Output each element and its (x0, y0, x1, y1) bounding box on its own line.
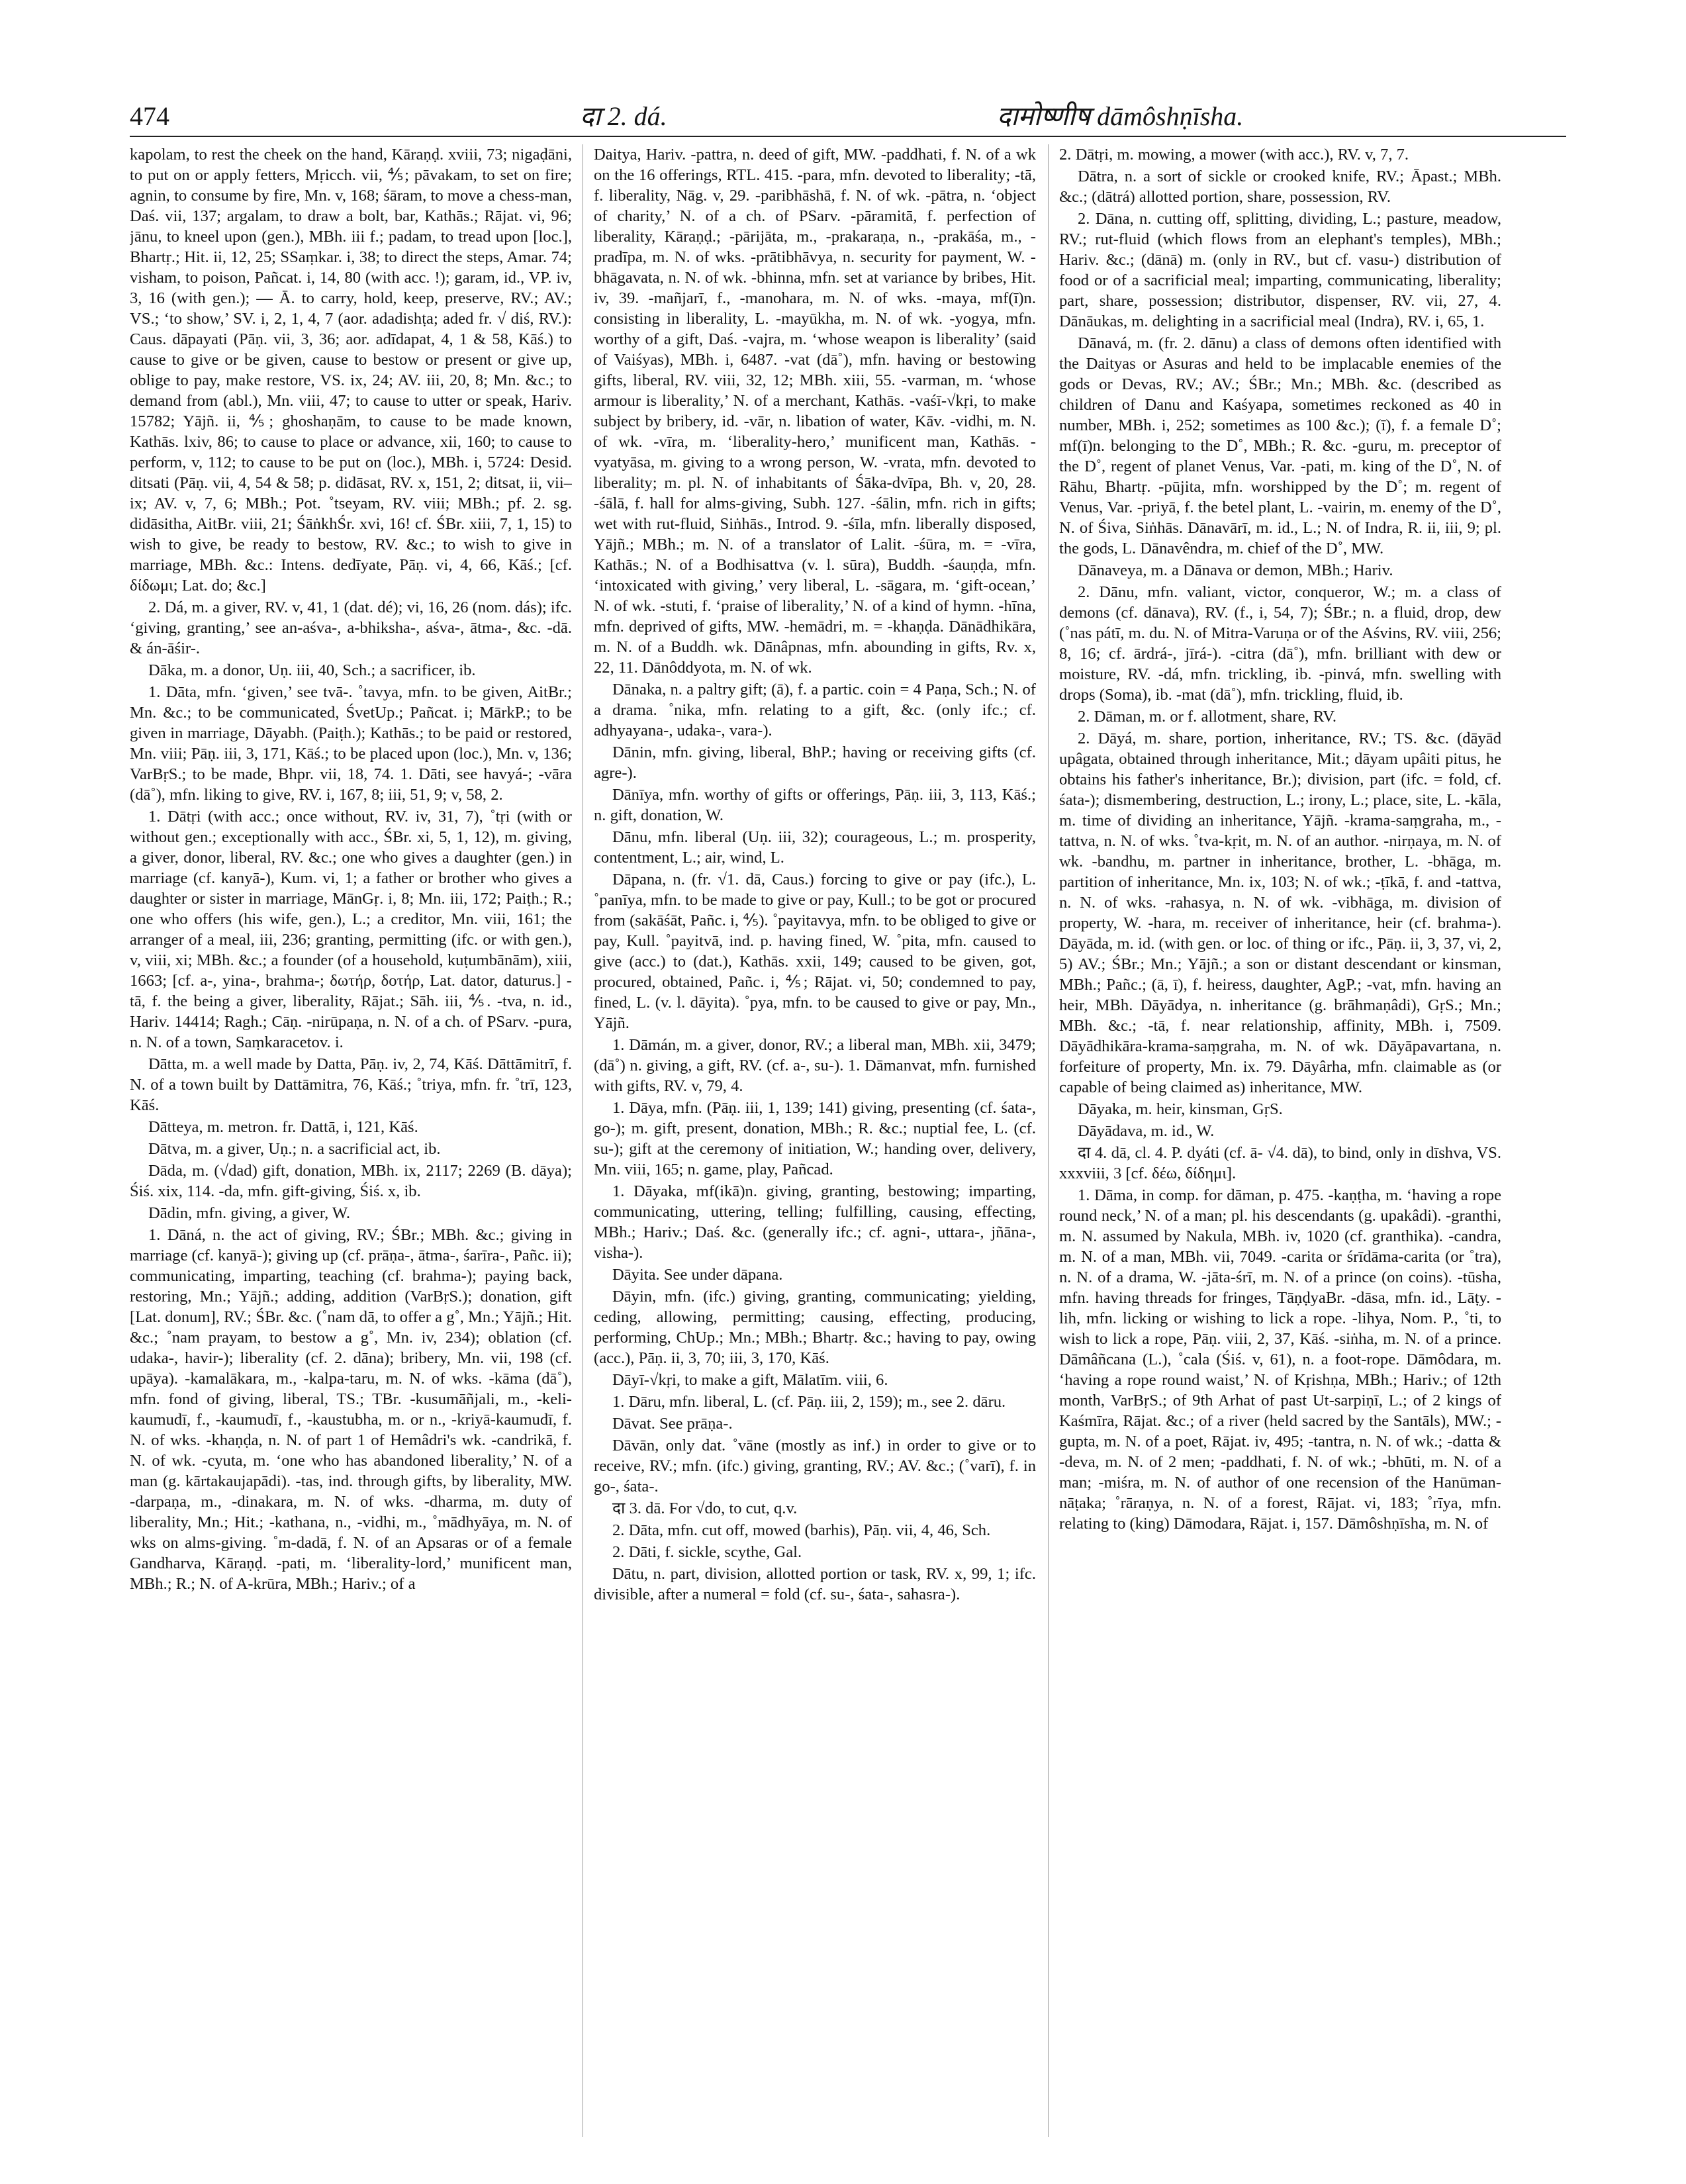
dictionary-entry: Dātra, n. a sort of sickle or crooked knife, RV.; Āpast.; MBh. &c.; (dātrá) allotted portion, share, possession, RV. (1059, 167, 1501, 206)
dictionary-entry: Dānaveya, m. a Dānava or demon, MBh.; Hariv. (1078, 561, 1393, 579)
dictionary-entry: 1. Dāma, in comp. for dāman, p. 475. -kaṇṭha, m. ‘having a rope round neck,’ N. of a man; pl. his descendants (g. upakâdi). -granthi, m. N. assumed by Nakula, MBh. iv, 1020 (cf. granthika). -candra, m. N. of a man, MBh. vii, 7049. -carita or śrīdāma-carita (or ˚tra), n. N. of a drama, W. -jāta-śrī, m. N. of a prince (on coins). -tūsha, mfn. having threads for fringes, TāṇḍyaBr. -dāsa, mfn. id., Lāṭy. -lih, mfn. licking or wishing to lick a rope. -lihya, Nom. P., ˚ti, to wish to lick a rope, Pāṇ. viii, 2, 37, Kāś. -siṅha, m. N. of a prince. Dāmâñcana (L.), ˚cala (Śiś. v, 61), n. a foot-rope. Dāmôdara, m. ‘having a rope round waist,’ N. of Kṛishṇa, MBh.; Hariv.; of 12th month, VarBṛS.; of 9th Arhat of past Ut-sarpiṇī, L.; of 2 kings of Kaśmīra, Rājat. &c.; of a river (held sacred by the Santāls), MW.; -gupta, m. N. of a poet, Rājat. iv, 495; -tantra, n. N. of wk.; -datta & -deva, m. N. of 2 men; -paddhati, f. N. of wk.; -bhūti, m. N. of a man; -miśra, m. N. of author of one recension of the Hanūman-nāṭaka; ˚rāraṇya, n. N. of a forest, Rājat. vi, 183; ˚rīya, mfn. relating to (king) Dāmodara, Rājat. i, 157. Dāmôshṇīsha, m. N. of (1059, 1186, 1501, 1533)
dictionary-entry: 2. Dātṛi, m. mowing, a mower (with acc.), RV. v, 7, 7. (1059, 146, 1409, 164)
dictionary-entry: 1. Dāmán, m. a giver, donor, RV.; a liberal man, MBh. xii, 3479; (dā˚) n. giving, a gift, RV. (cf. a-, su-). 1. Dāmanvat, mfn. furnished with gifts, RV. v, 79, 4. (594, 1036, 1036, 1095)
dictionary-entry: Dāyita. See under dāpana. (612, 1266, 783, 1284)
dictionary-entry: 2. Dá, m. a giver, RV. v, 41, 1 (dat. dé); vi, 16, 26 (nom. dás); ifc. ‘giving, granting,’ see an-aśva-, a-bhiksha-, aśva-, ātma-, &c. -dā. & án-āśir-. (130, 598, 572, 657)
dictionary-entry: 2. Dānu, mfn. valiant, victor, conqueror, W.; m. a class of demons (cf. dānava), RV. (f., i, 54, 7); ŚBr.; n. a fluid, drop, dew (˚nas pátī, m. du. N. of Mitra-Varuṇa or of the Aśvins, RV. viii, 256; 8, 16; cf. ārdrá-, jīrá-). -citra (dā˚), mfn. brilliant with dew or moisture, RV. -dá, mfn. trickling, ib. -pinvá, mfn. swelling with drops (Soma), ib. -mat (dā˚), mfn. trickling, fluid, ib. (1059, 583, 1501, 704)
dictionary-entry: Dādin, mfn. giving, a giver, W. (148, 1204, 351, 1222)
dictionary-entry: 2. Dāman, m. or f. allotment, share, RV. (1078, 708, 1337, 726)
dictionary-entry: kapolam, to rest the cheek on the hand, Kāraṇḍ. xviii, 73; nigaḍāni, to put on or apply fetters, Mṛicch. vii, ⅘; pāvakam, to set on fire; agnin, to consume by fire, Mn. v, 168; śāram, to move a chess-man, Daś. vii, 137; argalam, to draw a bolt, bar, Kathās.; Rājat. vi, 96; jānu, to kneel upon (gen.), MBh. iii f.; padam, to tread upon [loc.], Bhartṛ.; Hit. ii, 12, 25; SSaṃkar. i, 38; to direct the steps, Amar. 74; visham, to poison, Pañcat. i, 14, 80 (with acc. !); garam, id., VP. iv, 3, 16 (with gen.); — Ā. to carry, hold, keep, preserve, RV.; AV.; VS.; ‘to show,’ SV. i, 2, 1, 4, 7 (aor. adadishṭa; aded fr. √ diś, RV.): Caus. dāpayati (Pāṇ. vii, 3, 36; aor. adīdapat, 4, 1 & 58, Kāś.) to cause to give or be given, cause to bestow or present or give up, oblige to pay, make restore, VS. ix, 24; AV. iii, 20, 8; Mn. &c.; to demand from (abl.), Mn. viii, 47; to cause to utter or speak, Hariv. 15782; Yājñ. ii, ⅘; ghoshaṇām, to cause to be made known, Kathās. lxiv, 86; to cause to place or advance, xii, 160; to cause to perform, v, 112; to cause to be put on (loc.), MBh. i, 5724: Desid. ditsati (Pāṇ. vii, 4, 54 & 58; p. didāsat, RV. x, 151, 2; ditsat, ii, vii–ix; AV. v, 7, 6; MBh.; Pot. ˚tseyam, RV. viii; MBh.; pf. 2. sg. didāsitha, AitBr. viii, 21; ŚāṅkhŚr. xvi, 16! cf. ŚBr. xiii, 7, 1, 15) to wish to give, be ready to bestow, RV. &c.; to wish to give in marriage, MBh. &c.: Intens. dedīyate, Pāṇ. vi, 4, 66, Kāś.; [cf. δίδωμι; Lat. do; &c.] (130, 146, 572, 594)
header-headword-left: दा 2. dá. (580, 101, 667, 131)
dictionary-entry: Dānaka, n. a paltry gift; (ā), f. a partic. coin = 4 Paṇa, Sch.; N. of a drama. ˚nika, mfn. relating to a gift, &c. (only ifc.; cf. adhyayana-, udaka-, vara-). (594, 681, 1036, 739)
dictionary-entry: Dānavá, m. (fr. 2. dānu) a class of demons often identified with the Daityas or Asuras and held to be implacable enemies of the gods or Devas, RV.; AV.; ŚBr.; Mn.; MBh. &c. (described as children of Danu and Kaśyapa, sometimes reckoned as 40 in number, MBh. i, 252; sometimes as 100 &c.); (ī), f. a female D˚; mf(ī)n. belonging to the D˚, MBh.; R. &c. -guru, m. preceptor of the D˚, regent of planet Venus, Var. -pati, m. king of the D˚, N. of Rāhu, Bhartṛ. -pūjita, mfn. worshipped by the D˚; m. regent of Venus, Var. -priyā, f. the betel plant, L. -vairin, m. enemy of the D˚, N. of Śiva, Siṅhās. Dānavārī, m. id., L.; N. of Indra, R. ii, iii, 9; pl. the gods, L. Dānavêndra, m. chief of the D˚, MW. (1059, 334, 1501, 557)
dictionary-entry: Dānīya, mfn. worthy of gifts or offerings, Pāṇ. iii, 3, 113, Kāś.; n. gift, donation, W. (594, 786, 1036, 824)
dictionary-entry: Dātva, m. a giver, Uṇ.; n. a sacrificial act, ib. (148, 1140, 441, 1158)
dictionary-entry: Dānu, mfn. liberal (Uṇ. iii, 32); courageous, L.; m. prosperity, contentment, L.; air, wind, L. (594, 828, 1036, 867)
dictionary-entry: 1. Dātṛi (with acc.; once without, RV. iv, 31, 7), ˚tṛi (with or without gen.; exceptionally with acc., ŚBr. xi, 5, 1, 12), m. giving, a giver, donor, liberal, RV. &c.; one who gives a daughter (gen.) in marriage (cf. kanyā-), Kum. vi, 1; a father or brother who gives a daughter or sister in marriage, MānGṛ. i, 8; Mn. iii, 172; Paiṭh.; R.; one who offers (his wife, gen.), L.; a creditor, Mn. viii, 161; the arranger of a meal, iii, 236; granting, permitting (ifc. or with gen.), v, viii, xi; MBh. &c.; a founder (of a household, kuṭumbānām), xiii, 1663; [cf. a-, yina-, brahma-; δωτήρ, δοτήρ, Lat. dator, daturus.] -tā, f. the being a giver, liberality, Rājat.; Sāh. iii, ⅘. -tva, n. id., Hariv. 14414; Ragh.; Cāṇ. -nirūpaṇa, n. N. of a ch. of PSarv. -pura, n. N. of a town, Saṃkaracetov. i. (130, 808, 572, 1051)
dictionary-entry: Dāka, m. a donor, Uṇ. iii, 40, Sch.; a sacrificer, ib. (148, 661, 476, 679)
page-header (130, 99, 1566, 134)
dictionary-entry: दा 4. dā, cl. 4. P. dyáti (cf. ā- √4. dā), to bind, only in dīshva, VS. xxxviii, 3 [cf. δέω, δίδημι]. (1059, 1144, 1501, 1182)
dictionary-entry: Dāvat. See prāṇa-. (612, 1415, 733, 1433)
dictionary-entry: Dāvān, only dat. ˚vāne (mostly as inf.) in order to give or to receive, RV.; mfn. (ifc.) giving, granting, RV.; AV. &c.; (˚varī), f. in go-, śata-. (594, 1437, 1036, 1496)
column-2 (594, 144, 1036, 2137)
dictionary-entry: Dānin, mfn. giving, liberal, BhP.; having or receiving gifts (cf. agre-). (594, 743, 1036, 782)
column-1 (130, 144, 572, 2137)
dictionary-entry: Dāpana, n. (fr. √1. dā, Caus.) forcing to give or pay (ifc.), L. ˚panīya, mfn. to be made to give or pay, Kull.; to be got or procured from (sakāśāt, Pañc. i, ⅘). ˚payitavya, mfn. to be obliged to give or pay, Kull. ˚payitvā, ind. p. having fined, W. ˚pita, mfn. caused to give (acc.) to (dat.), Kathās. xxii, 149; caused to be given, got, procured, obtained, Pañc. i, ⅘; Rājat. vi, 50; condemned to pay, fined, L. (v. l. dāyita). ˚pya, mfn. to be caused to give or pay, Mn., Yājñ. (594, 871, 1036, 1032)
dictionary-entry: 1. Dāta, mfn. ‘given,’ see tvā-. ˚tavya, mfn. to be given, AitBr.; Mn. &c.; to be communicated, ŚvetUp.; Pañcat. i; MārkP.; to be given in marriage, Dāyabh. (Paiṭh.); Kathās.; to be paid or restored, Mn. viii; Pāṇ. iii, 3, 171, Kāś.; to be placed upon (loc.), Mn. v, 136; VarBṛS.; to be made, Bhpr. vii, 18, 74. 1. Dāti, see havyá-; -vāra (dā˚), mfn. liking to give, RV. i, 167, 8; iii, 51, 9; v, 58, 2. (130, 683, 572, 804)
page-number: 474 (130, 101, 169, 131)
dictionary-entry: 1. Dāya, mfn. (Pāṇ. iii, 1, 139; 141) giving, presenting (cf. śata-, go-); m. gift, present, donation, MBh.; R. &c.; nuptial fee, L. (cf. su-); gift at the ceremony of initiation, W.; handing over, delivery, Mn. viii, 165; n. game, play, Pañcad. (594, 1099, 1036, 1178)
dictionary-entry: Dātta, m. a well made by Datta, Pāṇ. iv, 2, 74, Kāś. Dāttāmitrī, f. N. of a town built by Dattāmitra, 76, Kāś.; ˚triya, mfn. fr. ˚trī, 123, Kāś. (130, 1055, 572, 1114)
dictionary-entry: Dāda, m. (√dad) gift, donation, MBh. ix, 2117; 2269 (B. dāya); Śiś. xix, 114. -da, mfn. gift-giving, Śiś. x, ib. (130, 1162, 572, 1200)
dictionary-entry: Dāyin, mfn. (ifc.) giving, granting, communicating; yielding, ceding, allowing, permitting; causing, effecting, producing, performing, ChUp.; Mn.; MBh.; Bhartṛ. &c.; having to pay, owing (acc.), Pāṇ. ii, 3, 70; iii, 3, 170, Kāś. (594, 1288, 1036, 1367)
dictionary-entry: Daitya, Hariv. -pattra, n. deed of gift, MW. -paddhati, f. N. of a wk on the 16 offerings, RTL. 415. -para, mfn. devoted to liberality; -tā, f. liberality, Nāg. v, 29. -paribhāshā, f. N. of wk. -pātra, n. ‘object of charity,’ N. of a ch. of PSarv. -pāramitā, f. perfection of liberality, Kāraṇḍ.; -pārijāta, m., -prakaraṇa, n., -prakāśa, m., -pradīpa, m. N. of wks. -prātibhāvya, n. security for payment, W. -bhāgavata, n. N. of wk. -bhinna, mfn. set at variance by bribes, Hit. iv, 39. -mañjarī, f., -manohara, m. N. of wks. -maya, mf(ī)n. consisting in liberality, L. -mayūkha, m. N. of wk. -yogya, mfn. worthy of a gift, Daś. -vajra, m. ‘whose weapon is liberality’ (said of Vaiśyas), MBh. i, 6487. -vat (dā˚), mfn. having or bestowing gifts, liberal, RV. viii, 32, 12; MBh. xiii, 55. -varman, m. ‘whose armour is liberality,’ N. of a merchant, Kathās. -vaśī-√kṛi, to make subject by bribery, id. -vār, n. libation of water, Kāv. -vidhi, m. N. of wk. -vīra, m. ‘liberality-hero,’ munificent man, Kathās. -vyatyāsa, m. giving to a wrong person, W. -vrata, mfn. devoted to liberality; m. pl. N. of inhabitants of Śāka-dvīpa, Bh. v, 20, 28. -śālā, f. hall for alms-giving, Subh. 127. -śālin, mfn. rich in gifts; wet with rut-fluid, Siṅhās., Introd. 9. -śīla, mfn. liberally disposed, Yājñ.; MBh.; m. N. of a translator of Lalit. -śūra, m. = -vīra, Kathās.; N. of a Bodhisattva (v. l. sūra), Buddh. -śauṇḍa, mfn. ‘intoxicated with giving,’ very liberal, L. -sāgara, m. ‘gift-ocean,’ N. of wk. -stuti, f. ‘praise of liberality,’ N. of a kind of hymn. -hīna, mfn. deprived of gifts, MW. -hemādri, m. = -khaṇḍa. Dānādhikāra, m. N. of a Buddh. wk. Dānâpnas, mfn. abounding in gifts, Rv. x, 22, 11. Dānôddyota, m. N. of wk. (594, 146, 1036, 677)
dictionary-entry: Dāyādava, m. id., W. (1078, 1122, 1215, 1140)
dictionary-entry: 2. Dāta, mfn. cut off, mowed (barhis), Pāṇ. vii, 4, 46, Sch. (612, 1521, 991, 1539)
header-rule (130, 136, 1566, 137)
dictionary-entry: 1. Dāná, n. the act of giving, RV.; ŚBr.; MBh. &c.; giving in marriage (cf. kanyā-); giving up (cf. prāṇa-, ātma-, śarīra-, Pañc. ii); communicating, imparting, teaching (cf. brahma-); paying back, restoring, Mn.; Yājñ.; adding, addition (VarBṛS.); donation, gift [Lat. donum], RV.; ŚBr. &c. (˚nam dā, to offer a g˚, Mn.; Yājñ.; Hit. &c.; ˚nam prayam, to bestow a g˚, Mn. iv, 234); oblation (cf. udaka-, havir-); liberality (cf. 2. dāna); bribery, Mn. vii, 198 (cf. upāya). -kamalākara, m., -kalpa-taru, m. N. of wks. -kāma (dā˚), mfn. fond of giving, liberal, TS.; TBr. -kusumāñjali, m., -keli-kaumudī, f., -kaumudī, f., -kaustubha, m. or n., -kriyā-kaumudī, f. N. of wks. -khaṇḍa, n. N. of part 1 of Hemâdri's wk. -candrikā, f. N. of wk. -cyuta, m. ‘one who has abandoned liberality,’ N. of a man (g. kārtakaujapādi). -tas, ind. through gifts, by liberality, MW. -darpaṇa, m., -dinakara, m. N. of wks. -dharma, m. duty of liberality, Mn.; Hit.; -kathana, n., -vidhi, m., ˚mādhyāya, m. N. of wks on alms-giving. ˚m-dadā, f. N. of an Apsaras or of a female Gandharva, Kāraṇḍ. -pati, m. ‘liberality-lord,’ munificent man, MBh.; R.; N. of A-krūra, MBh.; Hariv.; of a (130, 1226, 572, 1593)
dictionary-entry: 2. Dāyá, m. share, portion, inheritance, RV.; TS. &c. (dāyād upâgata, obtained through inheritance, Mit.; dāyam upâiti pitus, he obtains his father's inheritance, Br.); division, part (ifc. = fold, cf. śata-); dismembering, destruction, L.; irony, L.; place, site, L. -kāla, m. time of dividing an inheritance, Yājñ. -krama-saṃgraha, m., -tattva, n. N. of wks. ˚tva-kṛit, m. N. of an author. -nirṇaya, m. N. of wk. -bandhu, m. partner in inheritance, brother, L. -bhāga, m. partition of inheritance, Mn. ix, 103; N. of wk.; -ṭīkā, f. and -tattva, n. N. of wks. -rahasya, n. N. of wk. -vibhāga, m. division of property, W. -hara, m. receiver of inheritance, heir (cf. brahma-). Dāyāda, m. id. (with gen. or loc. of thing or ifc., Pāṇ. ii, 3, 37, vi, 2, 5) AV.; ŚBr.; Mn.; Yājñ.; a son or distant descendant or kinsman, MBh.; Pañc.; (ā, ī), f. heiress, daughter, AgP.; -vat, mfn. having an heir, MBh. Dāyādya, n. inheritance (g. brāhmaṇâdi), GṛS.; Mn.; MBh. &c.; -tā, f. near relationship, affinity, MBh. i, 7509. Dāyādhikāra-krama-saṃgraha, m. N. of wk. Dāyāpavartana, n. forfeiture of property, Mn. ix. 79. Dāyârha, mfn. claimable as (or capable of being claimed as) inheritance, MW. (1059, 730, 1501, 1096)
dictionary-entry: 2. Dāna, n. cutting off, splitting, dividing, L.; pasture, meadow, RV.; rut-fluid (which flows from an elephant's temples), MBh.; Hariv. &c.; (dānā) m. (only in RV., but cf. vasu-) distribution of food or of a sacrificial meal; imparting, communicating, liberality; part, share, possession; distributor, dispenser, RV. vii, 27, 4. Dānāukas, m. delighting in a sacrificial meal (Indra), RV. i, 65, 1. (1059, 210, 1501, 330)
header-headword-right: दामोष्णीष dāmôshṇīsha. (997, 101, 1244, 131)
column-3 (1059, 144, 1501, 2137)
dictionary-entry: Dāyī-√kṛi, to make a gift, Mālatīm. viii, 6. (612, 1371, 888, 1389)
dictionary-entry: 2. Dāti, f. sickle, scythe, Gal. (612, 1543, 802, 1561)
dictionary-entry: 1. Dāyaka, mf(ikā)n. giving, granting, bestowing; imparting, communicating, uttering, telling; fulfilling, causing, effecting, MBh.; Hariv.; Daś. &c. (generally ifc.; cf. agni-, uttara-, jñāna-, visha-). (594, 1182, 1036, 1262)
column-divider (1048, 144, 1049, 2137)
dictionary-entry: Dāyaka, m. heir, kinsman, GṛS. (1078, 1100, 1283, 1118)
dictionary-entry: 1. Dāru, mfn. liberal, L. (cf. Pāṇ. iii, 2, 159); m., see 2. dāru. (612, 1393, 1006, 1411)
dictionary-entry: Dātteya, m. metron. fr. Dattā, i, 121, Kāś. (148, 1118, 418, 1136)
dictionary-entry: दा 3. dā. For √do, to cut, q.v. (612, 1499, 798, 1517)
dictionary-entry: Dātu, n. part, division, allotted portion or task, RV. x, 99, 1; ifc. divisible, after a numeral = fold (cf. su-, śata-, sahasra-). (594, 1565, 1036, 1603)
